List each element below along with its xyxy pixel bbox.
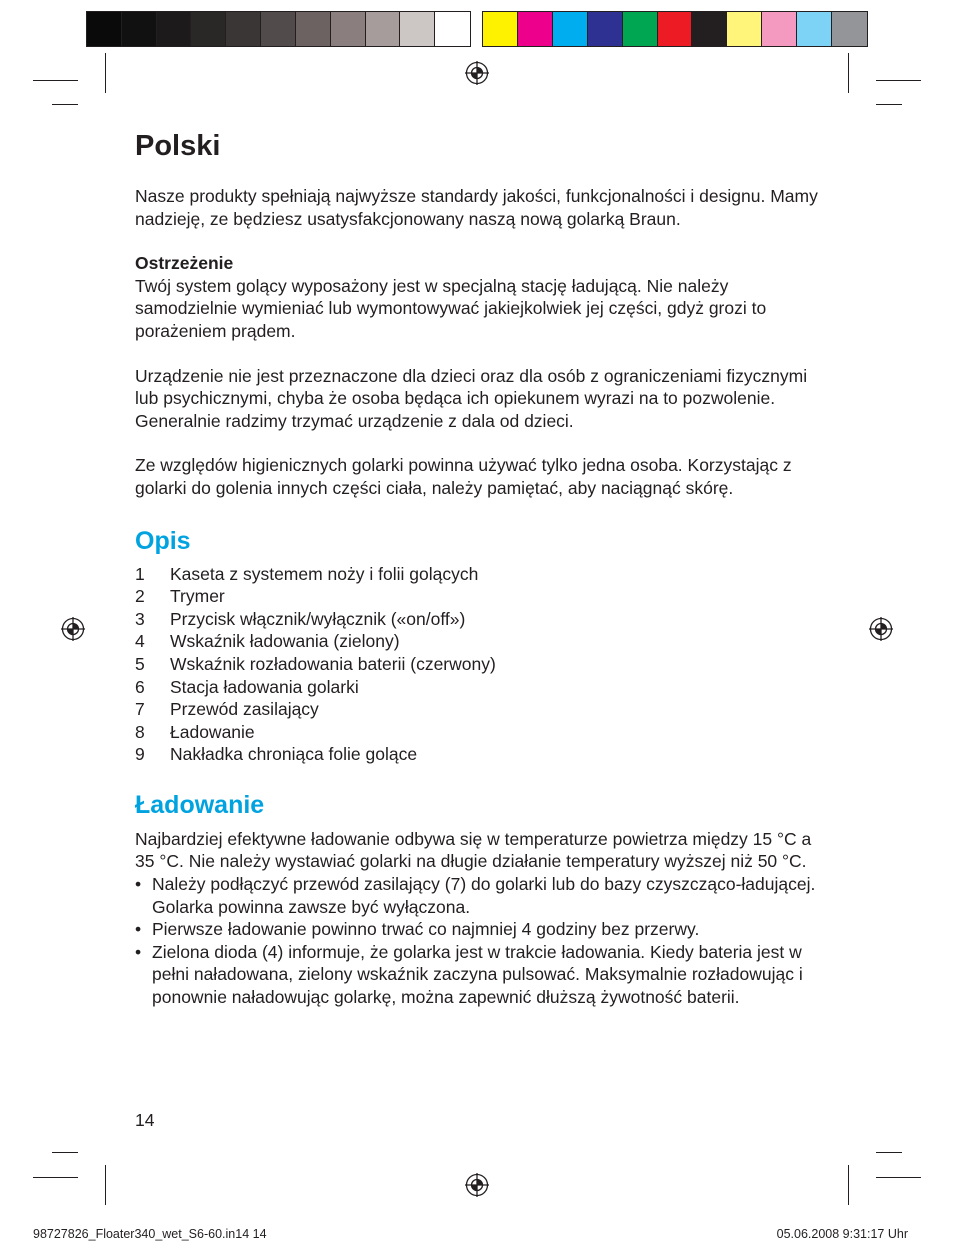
warning-text: Twój system golący wyposażony jest w specjalną stację ładującą. Nie należy samodzielnie wymieniać lub wymontowywać jakiejkolwiek jej części, gdyż grozi to porażeniem prądem. [135, 275, 767, 341]
crop-mark-bottom-right-horizontal-2 [876, 1177, 921, 1178]
color-swatch [400, 12, 435, 46]
color-swatch [157, 12, 192, 46]
section-heading-opis: Opis [135, 526, 191, 555]
parts-list [135, 563, 825, 766]
grayscale-color-bar [86, 11, 471, 47]
parts-list-item [135, 743, 825, 766]
crop-mark-top-left-vertical [105, 53, 106, 93]
process-color-bar [482, 11, 868, 47]
parts-list-item [135, 630, 825, 653]
color-swatch [623, 12, 658, 46]
color-swatch [518, 12, 553, 46]
parts-list-label: Przewód zasilający [170, 699, 319, 720]
parts-list-label: Przycisk włącznik/wyłącznik («on/off») [170, 608, 466, 629]
parts-list-item [135, 585, 825, 608]
footer-timestamp: 05.06.2008 9:31:17 Uhr [776, 1227, 908, 1241]
registration-mark-right-icon [869, 617, 893, 641]
parts-list-item [135, 563, 825, 586]
parts-list-label: Trymer [170, 586, 225, 607]
page-number: 14 [135, 1110, 155, 1130]
color-swatch [191, 12, 226, 46]
color-swatch [122, 12, 157, 46]
parts-list-number: 4 [135, 631, 145, 652]
color-swatch [797, 12, 832, 46]
parts-list-label: Kaseta z systemem noży i folii golących [170, 563, 479, 584]
color-swatch [87, 12, 122, 46]
crop-mark-top-left-horizontal [33, 80, 78, 81]
color-swatch [226, 12, 261, 46]
charging-bullet-text: Pierwsze ładowanie powinno trwać co najmniej 4 godziny bez przerwy. [152, 919, 700, 940]
registration-mark-top-icon [465, 61, 489, 85]
page-content [135, 126, 825, 1009]
charging-intro: Najbardziej efektywne ładowanie odbywa się w temperaturze powietrza między 15 °C a 35 °C. Nie należy wystawiać golarki na długie działanie temperatury wyższej niż 50 °C. [135, 828, 812, 872]
crop-mark-bottom-left-vertical [105, 1165, 106, 1205]
crop-mark-top-right-horizontal-2 [876, 104, 902, 105]
crop-mark-bottom-right-horizontal [876, 1152, 902, 1153]
hygiene-paragraph: Ze względów higienicznych golarki powinna używać tylko jedna osoba. Korzystając z golarki do golenia innych części ciała, należy pamiętać, aby naciągnąć skórę. [135, 455, 792, 498]
parts-list-number: 7 [135, 699, 145, 720]
parts-list-item [135, 653, 825, 676]
parts-list-label: Ładowanie [170, 721, 255, 742]
color-swatch [296, 12, 331, 46]
parts-list-number: 1 [135, 563, 145, 584]
parts-list-label: Nakładka chroniąca folie golące [170, 744, 418, 765]
parts-list-item [135, 608, 825, 631]
color-swatch [553, 12, 588, 46]
charging-bullet-text: Należy podłączyć przewód zasilający (7) do golarki lub do bazy czyszcząco-ładującej. Golarka powinna zawsze być wyłączona. [152, 874, 816, 917]
color-swatch [727, 12, 762, 46]
charging-bullets [135, 873, 825, 1009]
footer-file-info: 98727826_Floater340_wet_S6-60.in14 14 [33, 1227, 267, 1241]
parts-list-item [135, 721, 825, 744]
color-swatch [331, 12, 366, 46]
color-swatch [692, 12, 727, 46]
crop-mark-bottom-right-vertical [848, 1165, 849, 1205]
parts-list-number: 3 [135, 608, 145, 629]
crop-mark-bottom-left-horizontal-2 [33, 1177, 78, 1178]
bullet-glyph: • [135, 874, 142, 895]
crop-mark-top-right-horizontal [876, 80, 921, 81]
parts-list-number: 9 [135, 744, 145, 765]
bullet-glyph: • [135, 919, 142, 940]
intro-paragraph: Nasze produkty spełniają najwyższe standardy jakości, funkcjonalności i designu. Mamy nadzieję, ze będziesz usatysfakcjonowany naszą nową golarką Braun. [135, 186, 818, 229]
parts-list-label: Wskaźnik ładowania (zielony) [170, 631, 400, 652]
registration-mark-bottom-icon [465, 1173, 489, 1197]
color-swatch [261, 12, 296, 46]
parts-list-label: Stacja ładowania golarki [170, 676, 359, 697]
children-paragraph: Urządzenie nie jest przeznaczone dla dzieci oraz dla osób z ograniczeniami fizycznymi lub psychicznymi, chyba że osoba będąca ich opiekunem wyrazi na to pozwolenie. Generalnie radzimy trzymać urządzenie z dala od dzieci. [135, 365, 808, 431]
color-swatch [762, 12, 797, 46]
parts-list-label: Wskaźnik rozładowania baterii (czerwony) [170, 653, 496, 674]
parts-list-number: 6 [135, 676, 145, 697]
section-heading-ladowanie: Ładowanie [135, 790, 265, 819]
page-title: Polski [135, 130, 221, 162]
charging-bullet-text: Zielona dioda (4) informuje, że golarka jest w trakcie ładowania. Kiedy bateria jest w pełni naładowana, zielony wskaźnik zaczyna pulsować. Maksymalnie rozładowując i ponownie naładowując golarkę, można zapewnić dłuższą żywotność baterii. [152, 941, 803, 1008]
charging-bullet-item [135, 941, 825, 1009]
warning-title: Ostrzeżenie [135, 253, 234, 274]
color-swatch [366, 12, 401, 46]
charging-bullet-item [135, 918, 825, 941]
parts-list-number: 8 [135, 721, 145, 742]
parts-list-item [135, 698, 825, 721]
parts-list-number: 5 [135, 653, 145, 674]
charging-bullet-item [135, 873, 825, 918]
color-swatch [483, 12, 518, 46]
parts-list-item [135, 676, 825, 699]
crop-mark-bottom-left-horizontal [52, 1152, 78, 1153]
registration-mark-left-icon [61, 617, 85, 641]
color-swatch [658, 12, 693, 46]
parts-list-number: 2 [135, 586, 145, 607]
crop-mark-top-left-horizontal-2 [52, 104, 78, 105]
crop-mark-top-right-vertical [848, 53, 849, 93]
bullet-glyph: • [135, 941, 142, 962]
color-swatch [588, 12, 623, 46]
color-swatch [832, 12, 867, 46]
color-swatch [435, 12, 470, 46]
